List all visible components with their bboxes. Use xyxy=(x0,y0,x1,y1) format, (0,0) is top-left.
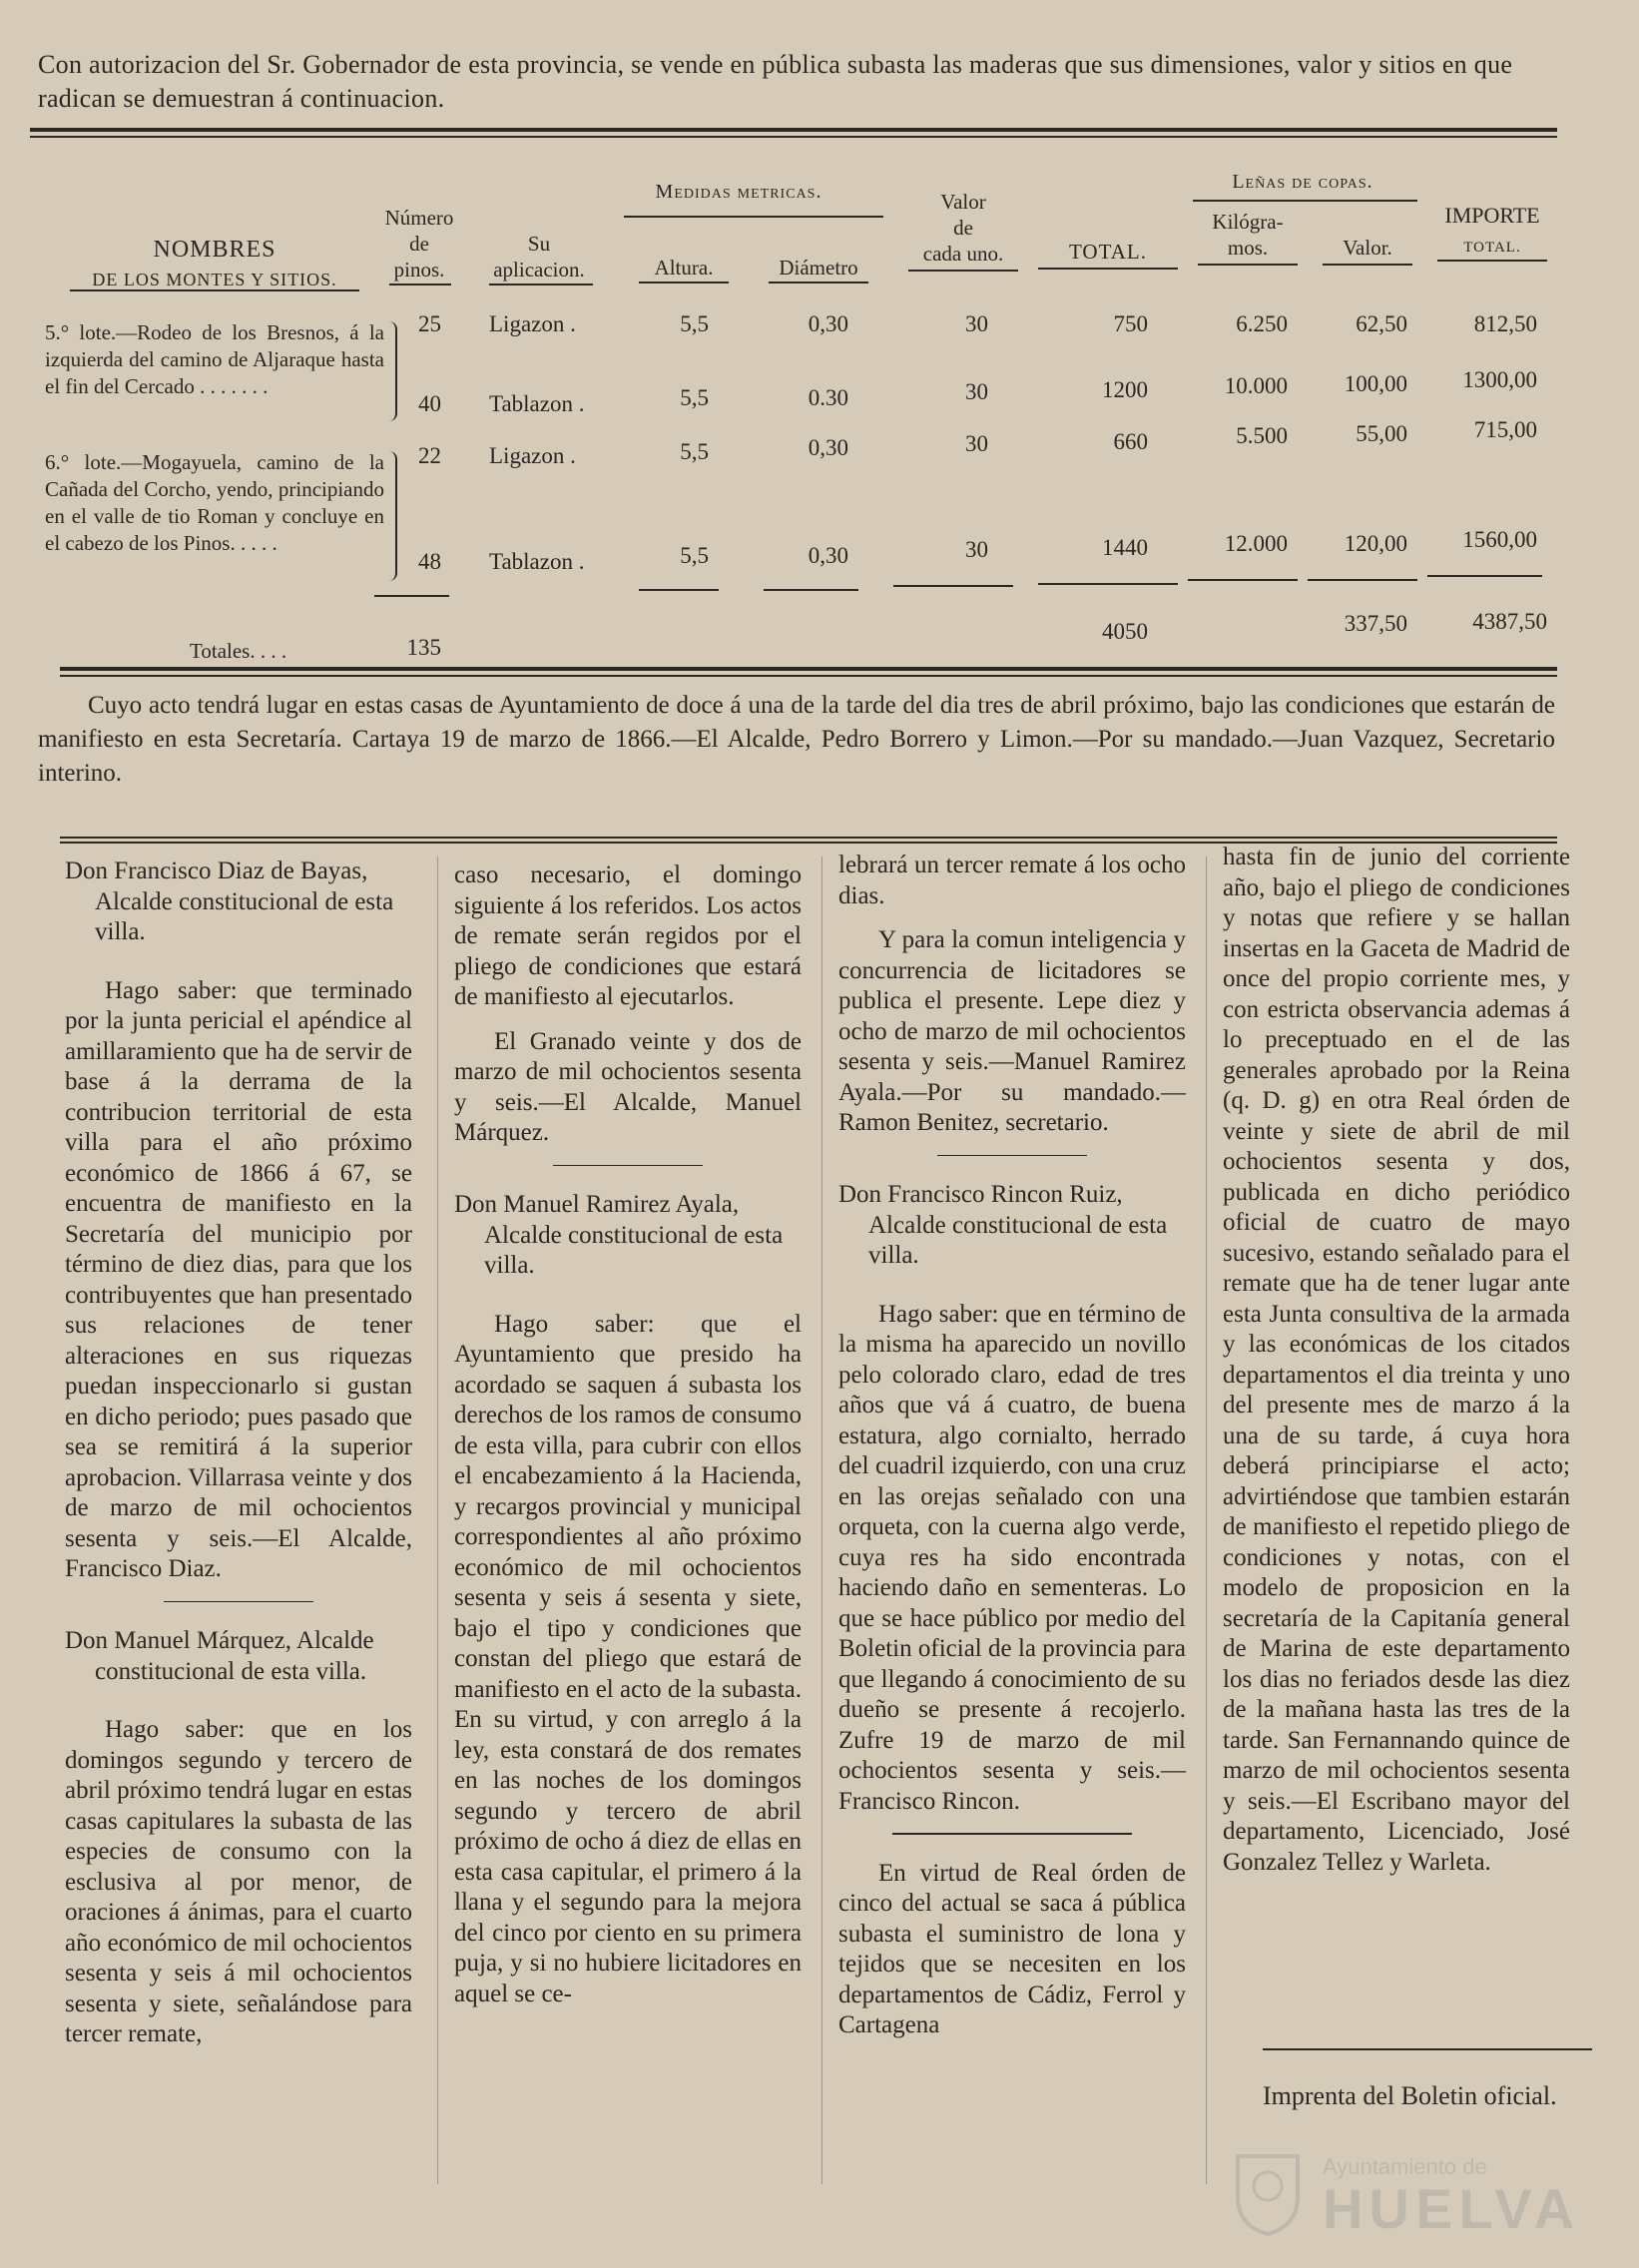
row4-lenas-valor: 120,00 xyxy=(1344,531,1407,556)
sum-rule-kilos xyxy=(1188,579,1298,581)
row2-lenas-valor: 100,00 xyxy=(1344,371,1407,396)
notice-body: En virtud de Real órden de cinco del actual se saca á pública subasta el suministro de lona y tejidos que se necesiten en los departamentos de Cádiz, Ferrol y Cartagena xyxy=(838,1859,1186,2038)
header-diametro-underline xyxy=(769,282,868,284)
row1-lenas-valor: 62,50 xyxy=(1356,311,1407,336)
header-valor-underline xyxy=(908,270,1018,272)
imprenta-line: Imprenta del Boletin oficial. xyxy=(1263,2081,1557,2110)
row2-pinos: 40 xyxy=(418,391,441,416)
row3-lenas-valor: 55,00 xyxy=(1356,421,1407,446)
header-aplicacion: aplicacion. xyxy=(493,258,585,282)
header-cada-uno: cada uno. xyxy=(922,242,1004,266)
column-4 xyxy=(1223,843,1570,1892)
header-total-underline xyxy=(1038,268,1178,270)
notice-body: Hago saber: que en término de la misma ha aparecido un novillo pelo colorado claro, edad de tres años que vá á cuatro, de buena estatura, algo cornialto, herrado del cuadril izquierdo, con una cruz en las orejas señalado con una orqueta, con la cuerna algo verde, cuya res ha sido encontrada haciendo daño en sementeras. Lo que se hace público por medio del Boletin oficial de la provincia para que llegando á conocimiento de su dueño se presente á recojerlo. Zufre 19 de marzo de mil ochocientos sesenta y seis.—Francisco Rincon. xyxy=(838,1300,1186,1815)
header-lenas-valor: Valor. xyxy=(1343,236,1392,260)
watermark-line1: Ayuntamiento de xyxy=(1323,2154,1487,2179)
header-valor-de: de xyxy=(953,216,973,240)
row2-kilos: 10.000 xyxy=(1224,373,1288,398)
sum-rule-valor xyxy=(893,585,1013,587)
sum-rule-diametro xyxy=(764,589,858,591)
table-bottom-rule xyxy=(60,667,1557,671)
imprenta-rule xyxy=(1263,2048,1592,2050)
totals-importe: 4387,50 xyxy=(1472,609,1547,634)
header-su: Su xyxy=(527,232,551,256)
header-valor: Valor xyxy=(940,190,986,214)
notice-body: hasta fin de junio del corriente año, bajo el pliego de condiciones y notas que refiere y se hallan insertas en la Gaceta de Madrid de once del propio corriente mes, y con estricta observancia ademas á lo preceptuado en el de las generales aprobado por la Reina (q. D. g) en otra Real órden de veinte y siete de abril de mil ochocientos sesenta y dos, publicada en dicho periódico oficial de cuatro de mayo sucesivo, estando señalado para el remate que ha de tener lugar ante esta Junta consultiva de la armada y las económicas de los citados departamentos el dia treinta y uno del presente mes de marzo á la una de su tarde, á cuya hora deberá principiarse el acto; advirtiéndose que tambien estarán de manifiesto el repetido pliego de condiciones y notas, con el modelo de proposicion en la secretaría de la Capitanía general de Marina de este departamento los dias no feriados desde las diez de la mañana hasta las tres de la tarde. San Fernannando quince de marzo de mil ochocientos sesenta y seis.—El Escribano mayor del departamento, Licenciado, José Gonzalez Tellez y Warleta. xyxy=(1223,844,1570,1876)
header-lenas-underline xyxy=(1193,200,1417,202)
notice-body: caso necesario, el domingo siguiente á los referidos. Los actos de remate serán regidos por el pliego de condiciones que estará de manifiesto al ejecutarlos. xyxy=(454,861,802,1010)
header-nombres: NOMBRES xyxy=(153,237,276,263)
archive-watermark xyxy=(1228,2146,1580,2246)
row2-altura: 5,5 xyxy=(680,385,709,410)
row4-kilos: 12.000 xyxy=(1224,531,1288,556)
row1-total: 750 xyxy=(1113,311,1148,336)
row2-aplicacion: Tablazon . xyxy=(489,391,585,416)
column-divider xyxy=(1206,856,1207,2184)
column-3 xyxy=(838,850,1186,2055)
row1-importe: 812,50 xyxy=(1473,311,1537,336)
header-diametro: Diámetro xyxy=(779,256,858,280)
column-1 xyxy=(65,856,412,2064)
lot-6-name: 6.° lote.—Mogayuela, camino de la Cañada del Corcho, yendo, principiando en el valle de tio Roman y concluye en el cabezo de los Pinos. . . . . xyxy=(45,450,384,555)
header-numero: Número xyxy=(384,206,454,230)
row3-valor: 30 xyxy=(965,431,988,456)
row3-pinos: 22 xyxy=(418,443,441,468)
header-importe-total: TOTAL. xyxy=(1463,240,1521,256)
header-lenas: Leñas de copas. xyxy=(1232,171,1373,193)
row4-total: 1440 xyxy=(1102,535,1148,560)
header-aplicacion-underline xyxy=(489,284,593,285)
totals-lenas-valor: 337,50 xyxy=(1344,611,1407,636)
row3-aplicacion: Ligazon . xyxy=(489,443,576,468)
sum-rule-total xyxy=(1038,583,1178,585)
row3-total: 660 xyxy=(1113,429,1148,454)
table-top-rule xyxy=(30,128,1557,132)
notice-body: Y para la comun inteligencia y concurrencia de licitadores se publica el presente. Lepe diez y ocho de marzo de mil ochocientos sesenta y seis.—Manuel Ramirez Ayala.—Por su mandado.—Ramon Benitez, secretario. xyxy=(838,926,1186,1136)
section-rule xyxy=(60,837,1557,839)
header-kilogramos-mos: mos. xyxy=(1227,236,1269,260)
sum-rule-lvalor xyxy=(1308,579,1417,581)
header-importe-underline xyxy=(1437,260,1547,262)
row1-kilos: 6.250 xyxy=(1236,311,1288,336)
notice-heading: Don Francisco Diaz de Bayas, Alcalde constitucional de esta villa. xyxy=(65,857,394,945)
row4-valor: 30 xyxy=(965,537,988,562)
header-medidas: Medidas metricas. xyxy=(655,181,822,203)
totals-pinos: 135 xyxy=(406,635,441,660)
header-medidas-underline xyxy=(624,216,883,218)
row1-aplicacion: Ligazon . xyxy=(489,311,576,336)
notice-body: Hago saber: que terminado por la junta pericial el apéndice al amillaramiento que ha de servir de base á la derrama de la contribucion territorial de esta villa para el año próximo económico de 1866 á 67, se encuentra de manifiesto en la Secretaría del municipio por término de diez dias, para que los contribuyentes que han presentado sus relaciones de tener alteraciones en sus riquezas puedan inspeccionarlo si gustan en dicho periodo; pues pasado que sea se remitirá á la superior aprobacion. Villarrasa veinte y dos de marzo de mil ochocientos sesenta y seis.—El Alcalde, Francisco Diaz. xyxy=(65,976,412,1582)
column-divider xyxy=(821,856,822,2184)
row3-diametro: 0,30 xyxy=(808,435,848,460)
header-montes-underline xyxy=(70,289,359,291)
notice-heading: Don Manuel Márquez, Alcalde constitucional de esta villa. xyxy=(65,1627,374,1685)
crest-icon xyxy=(1228,2146,1308,2236)
lumber-table xyxy=(30,160,1557,679)
closing-paragraph: Cuyo acto tendrá lugar en estas casas de Ayuntamiento de doce á una de la tarde del dia tres de abril próximo, bajo las condiciones que estarán de manifiesto en esta Secretaría. Cartaya 19 de marzo de 1866.—El Alcalde, Pedro Borrero y Limon.—Por su mandado.—Juan Vazquez, Secretario interino. xyxy=(38,692,1555,787)
header-total: TOTAL. xyxy=(1068,240,1147,264)
header-altura-underline xyxy=(639,282,729,284)
notice-heading: Don Manuel Ramirez Ayala, Alcalde constitucional de esta villa. xyxy=(454,1191,784,1279)
row4-diametro: 0,30 xyxy=(808,543,848,568)
row3-importe: 715,00 xyxy=(1473,417,1537,442)
sum-rule-importe xyxy=(1427,575,1542,577)
header-montes: DE LOS MONTES Y SITIOS. xyxy=(92,270,337,289)
totals-total: 4050 xyxy=(1102,619,1148,644)
header-lenas-valor-underline xyxy=(1323,264,1412,266)
column-divider xyxy=(437,856,438,2184)
header-pinos: pinos. xyxy=(393,258,445,282)
header-altura: Altura. xyxy=(654,256,714,280)
row1-valor: 30 xyxy=(965,311,988,336)
row4-altura: 5,5 xyxy=(680,543,709,568)
row1-altura: 5,5 xyxy=(680,311,709,336)
row4-aplicacion: Tablazon . xyxy=(489,549,585,574)
row1-diametro: 0,30 xyxy=(808,311,848,336)
column-2 xyxy=(454,860,802,2023)
notice-heading: Don Francisco Rincon Ruiz, Alcalde constitucional de esta villa. xyxy=(838,1181,1168,1269)
notice-body: lebrará un tercer remate á los ocho dias. xyxy=(838,851,1186,909)
row2-importe: 1300,00 xyxy=(1462,367,1537,392)
sum-rule-altura xyxy=(639,589,719,591)
totals-label: Totales. . . . xyxy=(190,639,287,663)
notice-body: Hago saber: que el Ayuntamiento que presido ha acordado se saquen á subasta los derechos de los ramos de consumo de esta villa, para cubrir con ellos el encabezamiento á la Hacienda, y recargos provincial y municipal correspondientes al año próximo económico de mil ochocientos sesenta y seis á sesenta y siete, bajo el tipo y condiciones que constan del pliego que estará de manifiesto en el acto de la subasta. En su virtud, y con arreglo á la ley, esta constará de dos remates en las noches de los domingos segundo y tercero de abril próximo de ocho á diez de ellas en esta casa capitular, el primero á la llana y el segundo para la mejora del cinco por ciento en su primera puja, y si no hubiere licitadores en aquel se ce- xyxy=(454,1310,802,2007)
row2-total: 1200 xyxy=(1102,377,1148,402)
row2-valor: 30 xyxy=(965,379,988,404)
notice-separator xyxy=(892,1833,1132,1835)
header-kilogramos-underline xyxy=(1198,264,1298,266)
intro-paragraph: Con autorizacion del Sr. Gobernador de esta provincia, se vende en pública subasta las maderas que sus dimensiones, valor y sitios en que radican se demuestran á continuacion. xyxy=(38,50,1513,113)
sum-rule-pinos xyxy=(374,595,449,597)
watermark-line2: HUELVA xyxy=(1323,2177,1580,2240)
table-top-rule-thin xyxy=(30,136,1557,138)
row1-pinos: 25 xyxy=(418,311,441,336)
header-pinos-underline xyxy=(389,284,451,285)
notice-body: El Granado veinte y dos de marzo de mil ochocientos sesenta y seis.—El Alcalde, Manuel Márquez. xyxy=(454,1027,802,1146)
notice-body: Hago saber: que en los domingos segundo y tercero de abril próximo tendrá lugar en estas casas capitulares la subasta de las especies de consumo con la esclusiva al por menor, de oraciones á ánimas, para el cuarto año económico de mil ochocientos sesenta y seis á mil ochocientos sesenta y siete, señalándose para tercer remate, xyxy=(65,1716,412,2047)
notice-separator xyxy=(553,1165,703,1167)
notice-separator xyxy=(164,1601,313,1603)
header-kilogramos: Kilógra- xyxy=(1212,210,1284,234)
row2-diametro: 0.30 xyxy=(808,385,848,410)
table-bottom-rule-thin xyxy=(60,675,1557,677)
lot-5-name: 5.° lote.—Rodeo de los Bresnos, á la izquierda del camino de Aljaraque hasta el fin del Cercado . . . . . . . xyxy=(45,320,384,398)
header-numero-de: de xyxy=(409,232,429,256)
notice-separator xyxy=(937,1155,1087,1157)
row4-pinos: 48 xyxy=(418,549,441,574)
row4-importe: 1560,00 xyxy=(1462,527,1537,552)
header-importe: IMPORTE xyxy=(1444,203,1540,228)
row3-altura: 5,5 xyxy=(680,439,709,464)
row3-kilos: 5.500 xyxy=(1236,423,1288,448)
